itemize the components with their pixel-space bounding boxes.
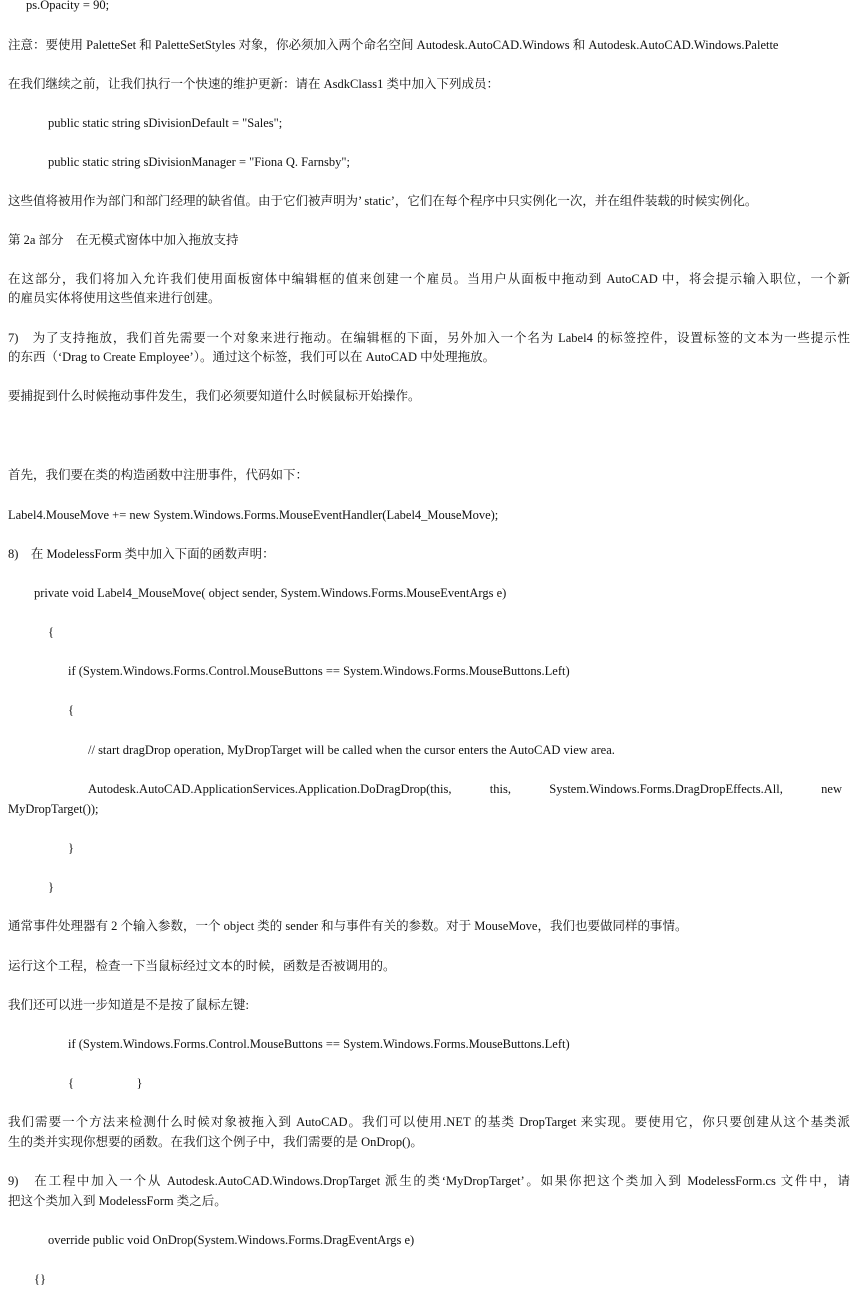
step-paragraph: 7) 为了支持拖放，我们首先需要一个对象来进行拖动。在编辑框的下面，另外加入一个名为 Label4 的标签控件，设置标签的文本为一些提示性 xyxy=(8,331,850,345)
code-line: Autodesk.AutoCAD.ApplicationServices.Application.DoDragDrop(this, this, System.Windows.Forms.DragDropEffects.All, new xyxy=(88,782,842,796)
code-line: ps.Opacity = 90; xyxy=(26,0,110,12)
code-line: MyDropTarget()); xyxy=(8,802,99,816)
text-paragraph: 通常事件处理器有 2 个输入参数，一个 object 类的 sender 和与事件有关的参数。对于 MouseMove，我们也要做同样的事情。 xyxy=(8,919,688,933)
text-paragraph: 在我们继续之前，让我们执行一个快速的维护更新：请在 AsdkClass1 类中加入下列成员： xyxy=(8,77,499,91)
step-paragraph: 的东西（‘Drag to Create Employee’）。通过这个标签，我们可以在 AutoCAD 中处理拖放。 xyxy=(8,350,496,364)
step-paragraph: 9) 在工程中加入一个从 Autodesk.AutoCAD.Windows.DropTarget 派生的类‘MyDropTarget’。如果你把这个类加入到 ModelessForm.cs 文件中，请 xyxy=(8,1174,850,1188)
code-line: if (System.Windows.Forms.Control.MouseButtons == System.Windows.Forms.MouseButtons.Left) xyxy=(68,1037,570,1051)
text-paragraph: 的雇员实体将使用这些值来进行创建。 xyxy=(8,291,221,305)
code-brace: { xyxy=(68,703,74,717)
step-paragraph: 把这个类加入到 ModelessForm 类之后。 xyxy=(8,1194,227,1208)
code-line: override public void OnDrop(System.Windows.Forms.DragEventArgs e) xyxy=(48,1233,415,1247)
code-brace: } xyxy=(48,880,54,894)
code-comment: // start dragDrop operation, MyDropTarget will be called when the cursor enters the AutoCAD view area. xyxy=(88,743,615,757)
note-paragraph: 注意：要使用 PaletteSet 和 PaletteSetStyles 对象，你必须加入两个命名空间 Autodesk.AutoCAD.Windows 和 Autodesk.AutoCAD.Windows.Palette xyxy=(8,38,779,52)
text-paragraph: 我们还可以进一步知道是不是按了鼠标左键: xyxy=(8,998,249,1012)
text-paragraph: 这些值将被用作为部门和部门经理的缺省值。由于它们被声明为’ static’，它们在每个程序中只实例化一次，并在组件装载的时候实例化。 xyxy=(8,194,758,208)
code-line: public static string sDivisionManager = "Fiona Q. Farnsby"; xyxy=(48,155,350,169)
code-brace: {} xyxy=(34,1272,46,1286)
code-brace: { xyxy=(48,625,54,639)
text-paragraph: 在这部分，我们将加入允许我们使用面板窗体中编辑框的值来创建一个雇员。当用户从面板中拖动到 AutoCAD 中，将会提示输入职位，一个新 xyxy=(8,272,850,286)
code-brace: } xyxy=(68,841,74,855)
code-line: Label4.MouseMove += new System.Windows.Forms.MouseEventHandler(Label4_MouseMove); xyxy=(8,508,499,522)
code-line: if (System.Windows.Forms.Control.MouseButtons == System.Windows.Forms.MouseButtons.Left) xyxy=(68,664,570,678)
code-brace: { } xyxy=(68,1076,143,1090)
text-paragraph: 运行这个工程，检查一下当鼠标经过文本的时候，函数是否被调用的。 xyxy=(8,959,396,973)
code-line: private void Label4_MouseMove( object sender, System.Windows.Forms.MouseEventArgs e) xyxy=(34,586,507,600)
text-paragraph: 生的类并实现你想要的函数。在我们这个例子中，我们需要的是 OnDrop()。 xyxy=(8,1135,423,1149)
section-heading: 第 2a 部分 在无模式窗体中加入拖放支持 xyxy=(8,233,239,247)
text-paragraph: 要捕捉到什么时候拖动事件发生，我们必须要知道什么时候鼠标开始操作。 xyxy=(8,389,421,403)
text-paragraph: 首先，我们要在类的构造函数中注册事件，代码如下： xyxy=(8,468,309,482)
step-paragraph: 8) 在 ModelessForm 类中加入下面的函数声明： xyxy=(8,547,275,561)
text-paragraph: 我们需要一个方法来检测什么时候对象被拖入到 AutoCAD。我们可以使用.NET 的基类 DropTarget 来实现。要使用它，你只要创建从这个基类派 xyxy=(8,1115,850,1129)
code-line: public static string sDivisionDefault = "Sales"; xyxy=(48,116,283,130)
